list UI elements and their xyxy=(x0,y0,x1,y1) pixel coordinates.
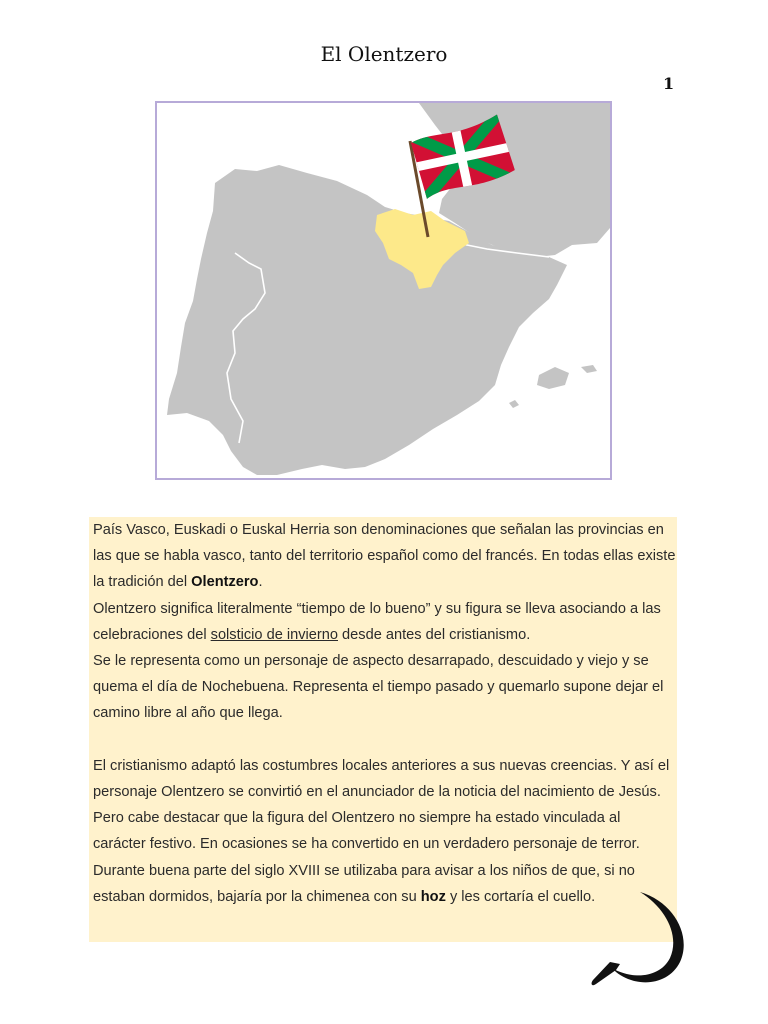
paragraph-3: Se le representa como un personaje de aspecto desarrapado, descuidado y viejo y se quema el día de Nochebuena. Representa el tiempo pasado y quemarlo supone dejar el camino libre al año que llega. xyxy=(93,653,664,722)
bold-term-hoz: hoz xyxy=(420,888,446,905)
paragraph-2: Olentzero significa literalmente “tiempo de lo bueno” y su figura se lleva asociando a las celebraciones del solsticio de invierno desde antes del cristianismo. xyxy=(93,600,661,643)
mallorca-land xyxy=(537,367,569,389)
paragraph-4: El cristianismo adaptó las costumbres locales anteriores a sus nuevas creencias. Y así el personaje Olentzero se convirtió en el anunciador de la noticia del nacimiento de Jesús. Pero cabe destacar que la figura del Olentzero no siempre ha estado vinculada al carácter festivo. En ocasiones se ha convertido en un verdadero personaje de terror. Durante buena parte del siglo XVIII se utilizaba para avisar a los niños de que, si no estaban dormidos, bajaría por la chimenea con su hoz y les cortaría el cuello. xyxy=(93,757,670,905)
text-box xyxy=(89,517,677,942)
menorca-land xyxy=(581,365,597,373)
map-image xyxy=(155,101,612,480)
bold-term-olentzero: Olentzero xyxy=(191,574,259,591)
sickle-icon xyxy=(588,888,698,993)
paragraph-1: País Vasco, Euskadi o Euskal Herria son denominaciones que señalan las provincias en las que se habla vasco, tanto del territorio español como del francés. En todas ellas existe la tradición del Olentzero. xyxy=(93,522,676,591)
underlined-term: solsticio de invierno xyxy=(210,626,338,643)
ibiza-land xyxy=(509,400,519,408)
page-number: 1 xyxy=(663,74,675,93)
page-title: El Olentzero xyxy=(320,42,448,66)
iberia-map xyxy=(157,103,610,478)
blank-line xyxy=(89,727,677,753)
